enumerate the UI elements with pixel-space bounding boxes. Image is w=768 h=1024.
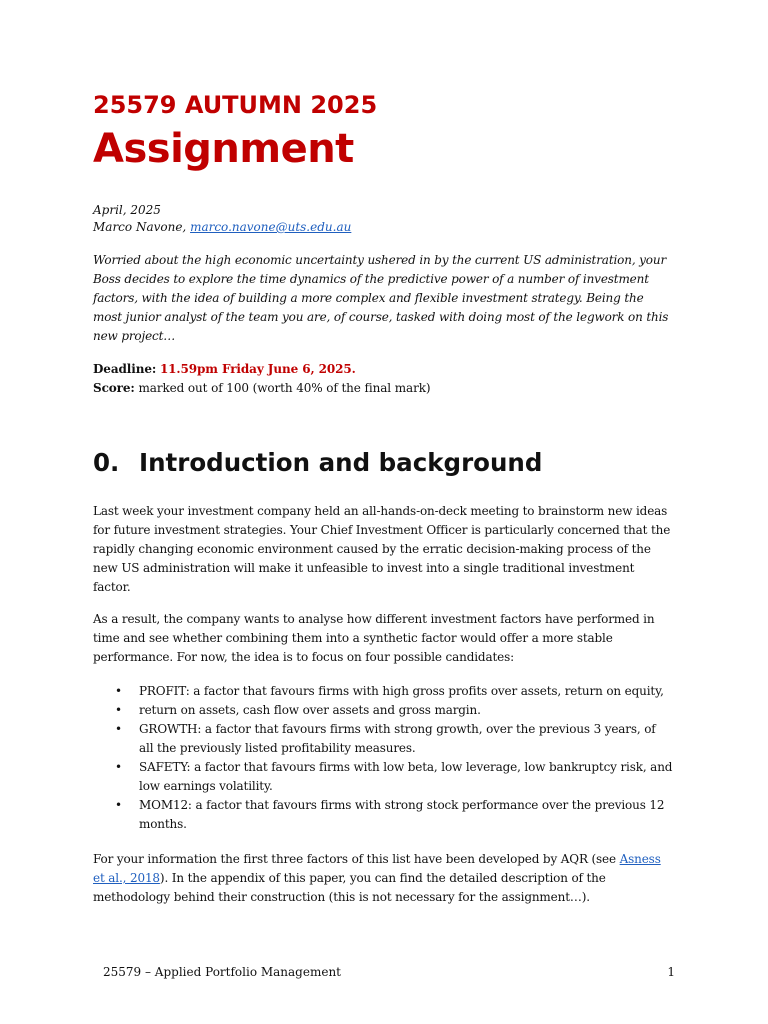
list-item bbox=[93, 758, 673, 796]
paragraph-2: As a result, the company wants to analyse how different investment factors have performed in time and see whether combining them into a synthetic factor would offer a more stable performance. For now, the idea is to focus on four possible candidates: bbox=[93, 612, 655, 664]
paragraph-3-start: For your information the first three factors of this list have been developed by AQR (see bbox=[93, 852, 620, 866]
bullet-icon: • bbox=[115, 703, 122, 717]
author-email-link[interactable]: marco.navone@uts.edu.au bbox=[190, 220, 352, 234]
paragraph-3 bbox=[93, 850, 673, 907]
list-item bbox=[93, 682, 673, 701]
list-item-text: PROFIT: a factor that favours firms with high gross profits over assets, return on equity, bbox=[139, 684, 664, 698]
reference-link[interactable]: Asness et al., 2018 bbox=[93, 852, 661, 885]
deadline-block bbox=[93, 360, 430, 398]
list-item bbox=[93, 701, 673, 720]
list-item-text: SAFETY: a factor that favours firms with low beta, low leverage, low bankruptcy risk, and low earnings volatility. bbox=[139, 760, 673, 793]
deadline-line bbox=[93, 360, 430, 379]
score-label: Score: bbox=[93, 381, 135, 395]
deadline-label: Deadline: bbox=[93, 362, 157, 376]
author-line bbox=[93, 219, 351, 236]
bullet-icon: • bbox=[115, 798, 122, 812]
page-title: Assignment bbox=[93, 126, 354, 172]
page-footer bbox=[103, 963, 675, 982]
bullet-icon: • bbox=[115, 722, 122, 736]
page-number: 1 bbox=[667, 965, 675, 979]
paragraph-3-end: ). In the appendix of this paper, you can find the detailed description of the methodology behind their construction (this is not necessary for the assignment…). bbox=[93, 871, 606, 904]
list-item bbox=[93, 720, 673, 758]
footer-course: 25579 – Applied Portfolio Management bbox=[103, 965, 341, 979]
section-title: Introduction and background bbox=[139, 448, 543, 477]
list-item-text: return on assets, cash flow over assets and gross margin. bbox=[139, 703, 481, 717]
document-meta bbox=[93, 202, 351, 236]
bullet-icon: • bbox=[115, 684, 122, 698]
score-line bbox=[93, 379, 430, 398]
section-number: 0. bbox=[93, 448, 120, 477]
course-code: 25579 AUTUMN 2025 bbox=[93, 91, 378, 119]
date: April, 2025 bbox=[93, 203, 161, 217]
paragraph-1: Last week your investment company held an all-hands-on-deck meeting to brainstorm new ideas for future investment strategies. Your Chief Investment Officer is particularly concerned that the rapidly changing economic environment caused by the erratic decision-making process of the new US administration will make it unfeasible to invest into a single traditional investment factor. bbox=[93, 504, 671, 594]
list-item-text: MOM12: a factor that favours firms with strong stock performance over the previous 12 months. bbox=[139, 798, 665, 831]
bullet-icon: • bbox=[115, 760, 122, 774]
section-heading bbox=[93, 448, 542, 477]
intro-paragraph: Worried about the high economic uncertainty ushered in by the current US administration, your Boss decides to explore the time dynamics of the predictive power of a number of investment factors, with the idea of building a more complex and flexible investment strategy. Being the most junior analyst of the team you are, of course, tasked with doing most of the legwork on this new project… bbox=[93, 253, 669, 343]
author-name: Marco Navone, bbox=[93, 220, 191, 234]
score-value: marked out of 100 (worth 40% of the final mark) bbox=[138, 381, 431, 395]
list-item bbox=[93, 796, 673, 834]
deadline-value: 11.59pm Friday June 6, 2025. bbox=[159, 362, 356, 376]
list-item-text: GROWTH: a factor that favours firms with strong growth, over the previous 3 years, of all the previously listed profitability measures. bbox=[139, 722, 656, 755]
factor-list bbox=[93, 682, 673, 834]
